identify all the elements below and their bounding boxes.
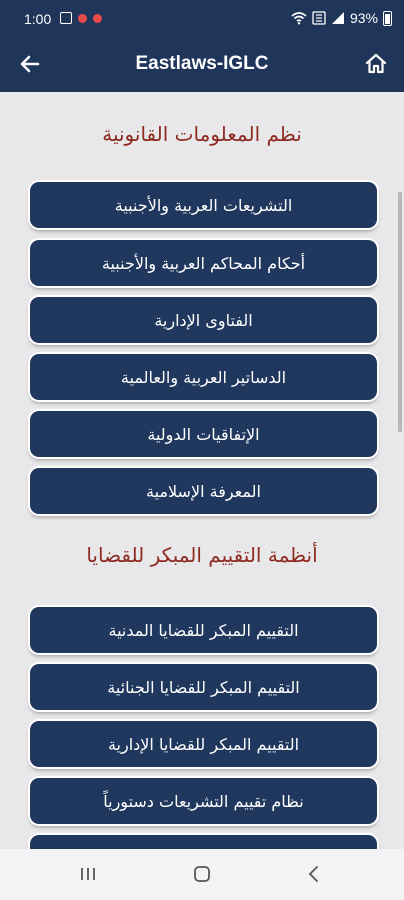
app-bar: [0, 36, 404, 92]
home-button[interactable]: [360, 48, 392, 80]
wifi-icon: [291, 11, 307, 25]
status-bar: [0, 0, 404, 36]
section-title-early-assessment: أنظمة التقييم المبكر للقضايا: [86, 543, 318, 567]
notification-dot-icon: [78, 14, 87, 23]
signal-icon: [331, 11, 345, 25]
menu-button-court-rulings[interactable]: أحكام المحاكم العربية والأجنبية: [30, 240, 377, 286]
home-nav-button[interactable]: [187, 861, 217, 887]
status-time: 1:00: [24, 11, 52, 27]
menu-button-legislation[interactable]: التشريعات العربية والأجنبية: [30, 182, 377, 228]
menu-button-partial[interactable]: [30, 835, 377, 849]
volte-icon: [312, 11, 326, 25]
menu-button-international-agreements[interactable]: الإتفاقيات الدولية: [30, 411, 377, 457]
status-right: [291, 10, 392, 26]
menu-button-constitutions[interactable]: الدساتير العربية والعالمية: [30, 354, 377, 400]
status-left-icons: [60, 12, 102, 24]
back-nav-button[interactable]: [299, 861, 329, 887]
photo-icon: [60, 12, 72, 24]
battery-percent: 93%: [349, 10, 378, 26]
notification-dot-icon: [93, 14, 102, 23]
scrollbar-thumb[interactable]: [398, 192, 402, 432]
home-icon: [364, 52, 388, 76]
section-title-legal-info: نظم المعلومات القانونية: [102, 122, 302, 146]
battery-icon: [383, 11, 392, 26]
menu-button-islamic-knowledge[interactable]: المعرفة الإسلامية: [30, 468, 377, 514]
menu-button-administrative-cases[interactable]: التقييم المبكر للقضايا الإدارية: [30, 721, 377, 767]
back-chevron-icon: [307, 865, 321, 883]
content-area: [0, 92, 404, 849]
home-circle-icon: [193, 865, 211, 883]
system-nav-bar: [0, 849, 404, 900]
menu-button-administrative-fatwas[interactable]: الفتاوى الإدارية: [30, 297, 377, 343]
menu-button-constitutional-review[interactable]: نظام تقييم التشريعات دستورياً: [30, 778, 377, 824]
recent-apps-button[interactable]: [73, 861, 103, 887]
menu-button-civil-cases[interactable]: التقييم المبكر للقضايا المدنية: [30, 607, 377, 653]
recent-apps-icon: [79, 866, 97, 882]
menu-button-criminal-cases[interactable]: التقييم المبكر للقضايا الجنائية: [30, 664, 377, 710]
app-title: Eastlaws-IGLC: [135, 53, 269, 74]
